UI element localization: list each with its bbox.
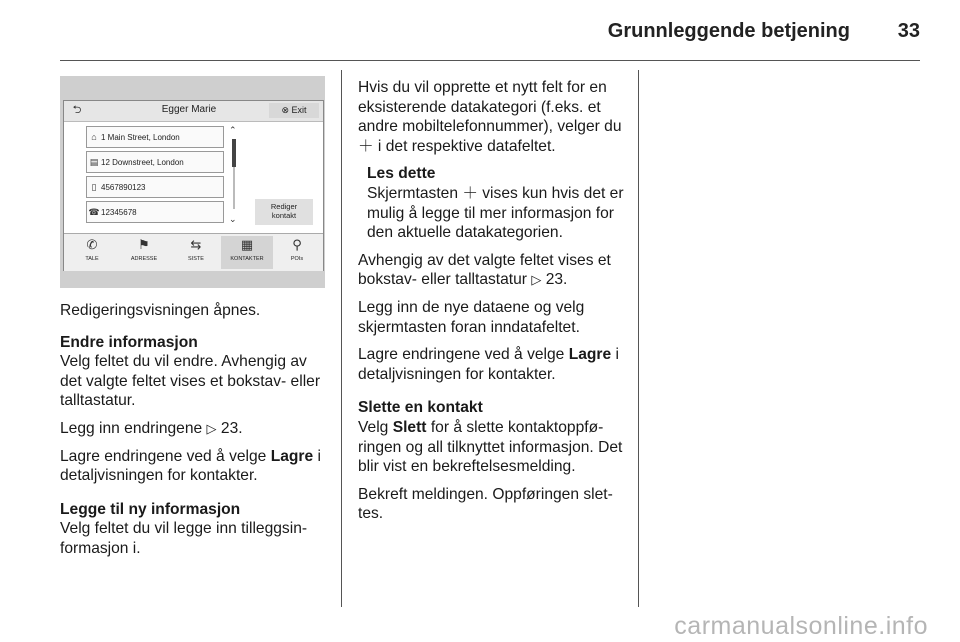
paragraph-text: Legg inn endringene [60,419,203,437]
paragraph [358,251,630,290]
edit-button-line2: kontakt [271,211,297,220]
contact-field-home-address[interactable] [86,126,224,148]
scroll-down-icon[interactable]: ⌄ [229,214,237,224]
screen-top-bar [64,101,323,122]
paragraph: Velg feltet du vil endre. Avhengig av det valgte feltet vises et bokstav- eller talltastatur. [60,353,321,410]
contact-field-mobile[interactable] [86,176,224,198]
recent-calls-icon: ⇆ [190,237,202,252]
paragraph: Velg feltet du vil legge inn tilleggsinformasjon i. [60,520,308,557]
paragraph-text: for å slette kontaktoppføringen og all tilknyttet informasjon. Det blir vist en bekreftelsesmelding. [358,418,623,476]
bold-term: Lagre [568,346,612,364]
voice-icon: ✆ [86,237,98,252]
contact-name: Egger Marie [161,104,217,115]
page-number: 33 [897,20,920,42]
note-text: Skjermtasten ＋ vises kun hvis det er mulig å legge til mer informasjon for den aktuelle datakategorien. [367,184,624,242]
nav-label: KONTAKTER [230,256,264,262]
header-rule [60,60,920,61]
exit-icon: ⊗ [281,105,289,115]
house-icon: ⌂ [91,132,97,142]
watermark: carmanualsonline.info [674,612,928,640]
poi-icon: ⚲ [292,237,302,252]
page-reference[interactable]: 23. [545,271,568,289]
section-heading-edit: Endre informasjon [60,333,198,351]
note-heading: Les dette [367,165,436,183]
field-text: 1 Main Street, London [101,133,180,142]
column-divider-1 [341,70,342,607]
nav-item-recent[interactable] [170,236,222,269]
paragraph: Bekreft meldingen. Oppføringen slettes. [358,485,613,523]
back-icon[interactable]: ⮌ [72,104,82,116]
nav-label: ADRESSE [130,256,158,262]
page-reference[interactable]: 23. [220,419,243,437]
reference-arrow-icon: ▷ [206,420,217,436]
exit-button[interactable] [269,103,319,118]
right-column [358,78,630,532]
exit-label: Exit [291,105,307,115]
caption: Redigeringsvisningen åpnes. [60,302,261,319]
bold-term: Lagre [270,447,314,465]
scroll-up-icon[interactable]: ⌃ [229,125,237,135]
edit-contact-button[interactable] [255,199,313,225]
section-heading-add-info: Legge til ny informasjon [60,500,241,518]
paragraph-text: Velg [358,418,389,436]
reference-arrow-icon: ▷ [531,272,542,288]
phone-icon: ☎ [88,207,100,217]
nav-label: SISTE [188,256,204,262]
contacts-icon: ▦ [240,237,254,252]
paragraph: Legg inn de nye dataene og velg skjermtasten foran inndatafeltet. [358,298,585,336]
paragraph-text: i detaljvisningen for kontakter. [358,346,619,383]
contact-field-phone[interactable] [86,201,224,223]
infotainment-screen [63,100,324,271]
field-text: 12345678 [101,208,137,217]
page-title: Grunnleggende betjening [607,20,850,42]
nav-item-address[interactable] [118,236,170,269]
flag-icon: ⚑ [138,237,150,252]
left-column [60,301,330,567]
field-text: 12 Downstreet, London [101,158,184,167]
office-icon: ▤ [89,157,99,167]
paragraph-text: i detaljvisningen for kontakter. [60,447,321,485]
paragraph: Hvis du vil opprette et nytt felt for en eksisterende datakategori (f.eks. et andre mobiltelefonnummer), velger du ＋ i det respektive datafeltet. [358,79,622,155]
contact-edit-screenshot [60,76,325,288]
bold-term: Slett [392,418,427,436]
field-text: 4567890123 [101,183,146,192]
nav-item-voice[interactable] [66,236,118,269]
paragraph-text: Lagre endringene ved å velge [358,346,565,364]
section-heading-delete: Slette en kontakt [358,399,483,417]
note-box [358,164,630,242]
paragraph-text: Lagre endringene ved å velge [60,447,267,465]
nav-item-contacts[interactable] [221,236,273,269]
edit-button-line1: Rediger [270,202,298,211]
paragraph [358,418,630,477]
mobile-phone-icon: ▯ [91,182,97,192]
nav-item-pois[interactable] [271,236,323,269]
scrollbar-thumb[interactable] [232,139,236,167]
bottom-nav-bar [64,233,323,271]
paragraph [60,419,330,439]
nav-label: POIs [290,256,304,262]
paragraph [60,447,330,486]
paragraph-text: Avhengig av det valgte feltet vises et bokstav- eller talltastatur [358,251,611,289]
nav-label: TALE [85,256,99,262]
contact-field-work-address[interactable] [86,151,224,173]
paragraph [358,345,630,384]
column-divider-2 [638,70,639,607]
